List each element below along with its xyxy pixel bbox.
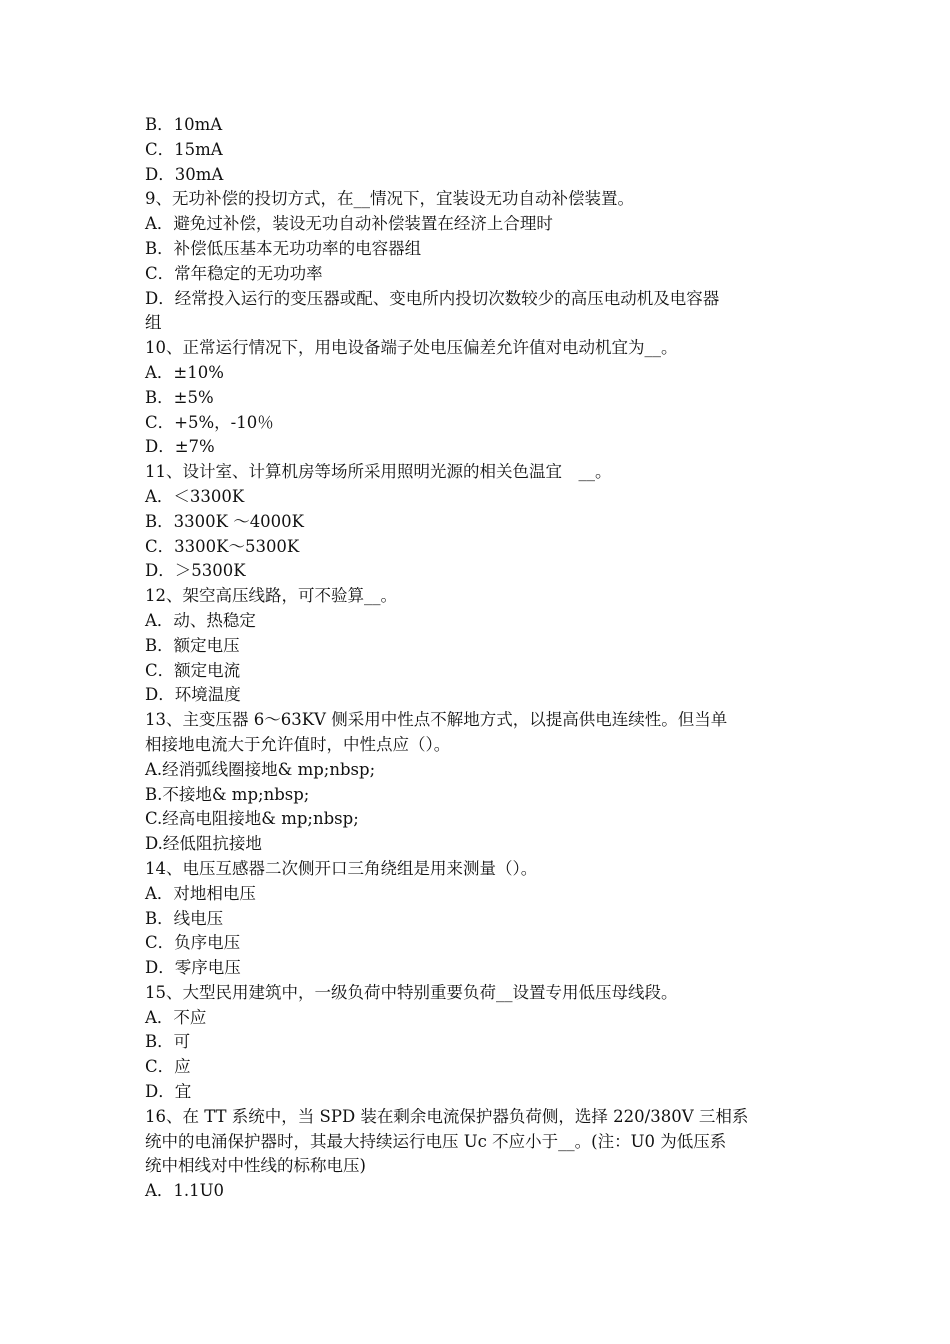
text-line: D．＞5300K <box>145 561 246 581</box>
text-line: B．3300K ～4000K <box>145 511 305 531</box>
text-line: C．负序电压 <box>145 933 241 953</box>
text-line: B．可 <box>145 1032 191 1052</box>
text-line: 统中相线对中性线的标称电压) <box>145 1156 366 1176</box>
text-line: D．经常投入运行的变压器或配、变电所内投切次数较少的高压电动机及电容器 <box>145 288 720 308</box>
question-15: 15、大型民用建筑中，一级负荷中特别重要负荷__设置专用低压母线段。 <box>145 982 678 1002</box>
document-body <box>145 113 810 1204</box>
question-12: 12、架空高压线路，可不验算__。 <box>145 586 397 606</box>
text-line: A．对地相电压 <box>145 883 256 903</box>
text-line: A.经消弧线圈接地& mp;nbsp; <box>145 759 376 779</box>
text-line: D.经低阻抗接地 <box>145 834 262 854</box>
text-line: B.不接地& mp;nbsp; <box>145 784 310 804</box>
question-9: 9、无功补偿的投切方式，在__情况下，宜装设无功自动补偿装置。 <box>145 189 634 209</box>
text-line: B．补偿低压基本无功功率的电容器组 <box>145 238 422 258</box>
text-line: D．宜 <box>145 1082 192 1102</box>
text-line: C．常年稳定的无功功率 <box>145 263 323 283</box>
text-line: A．不应 <box>145 1007 207 1027</box>
question-16: 16、在 TT 系统中，当 SPD 装在剩余电流保护器负荷侧，选择 220/380V 三相系 <box>145 1106 749 1126</box>
text-line: B．额定电压 <box>145 635 240 655</box>
question-13: 13、主变压器 6～63KV 侧采用中性点不解地方式，以提高供电连续性。但当单 <box>145 710 728 730</box>
text-line: A．动、热稳定 <box>145 610 256 630</box>
text-line: D．零序电压 <box>145 958 241 978</box>
question-11: 11、设计室、计算机房等场所采用照明光源的相关色温宜 __。 <box>145 462 612 482</box>
text-line: D．30mA <box>145 164 224 184</box>
text-line: B．线电压 <box>145 908 224 928</box>
question-10: 10、正常运行情况下，用电设备端子处电压偏差允许值对电动机宜为__。 <box>145 338 678 358</box>
text-line: A．避免过补偿，装设无功自动补偿装置在经济上合理时 <box>145 214 553 234</box>
text-line: C．3300K～5300K <box>145 536 300 556</box>
text-line: B．10mA <box>145 115 223 134</box>
text-line: B．±5% <box>145 387 214 407</box>
text-line: C．应 <box>145 1057 191 1077</box>
text-line: A．±10% <box>145 362 224 382</box>
text-line: C.经高电阻接地& mp;nbsp; <box>145 809 359 829</box>
text-line: 相接地电流大于允许值时，中性点应（）。 <box>145 734 451 754</box>
text-line: C．+5%，-10％ <box>145 412 274 432</box>
text-line: D．±7% <box>145 437 215 457</box>
text-line: C．15mA <box>145 139 223 159</box>
text-line: A．＜3300K <box>145 486 245 506</box>
text-line: D．环境温度 <box>145 685 241 705</box>
text-line: C．额定电流 <box>145 660 241 680</box>
question-14: 14、电压互感器二次侧开口三角绕组是用来测量（）。 <box>145 858 538 878</box>
text-line: 统中的电涌保护器时，其最大持续运行电压 Uc 不应小于__。(注：U0 为低压系 <box>145 1131 727 1151</box>
text-line: 组 <box>145 313 162 333</box>
text-line: A．1.1U0 <box>145 1181 225 1201</box>
